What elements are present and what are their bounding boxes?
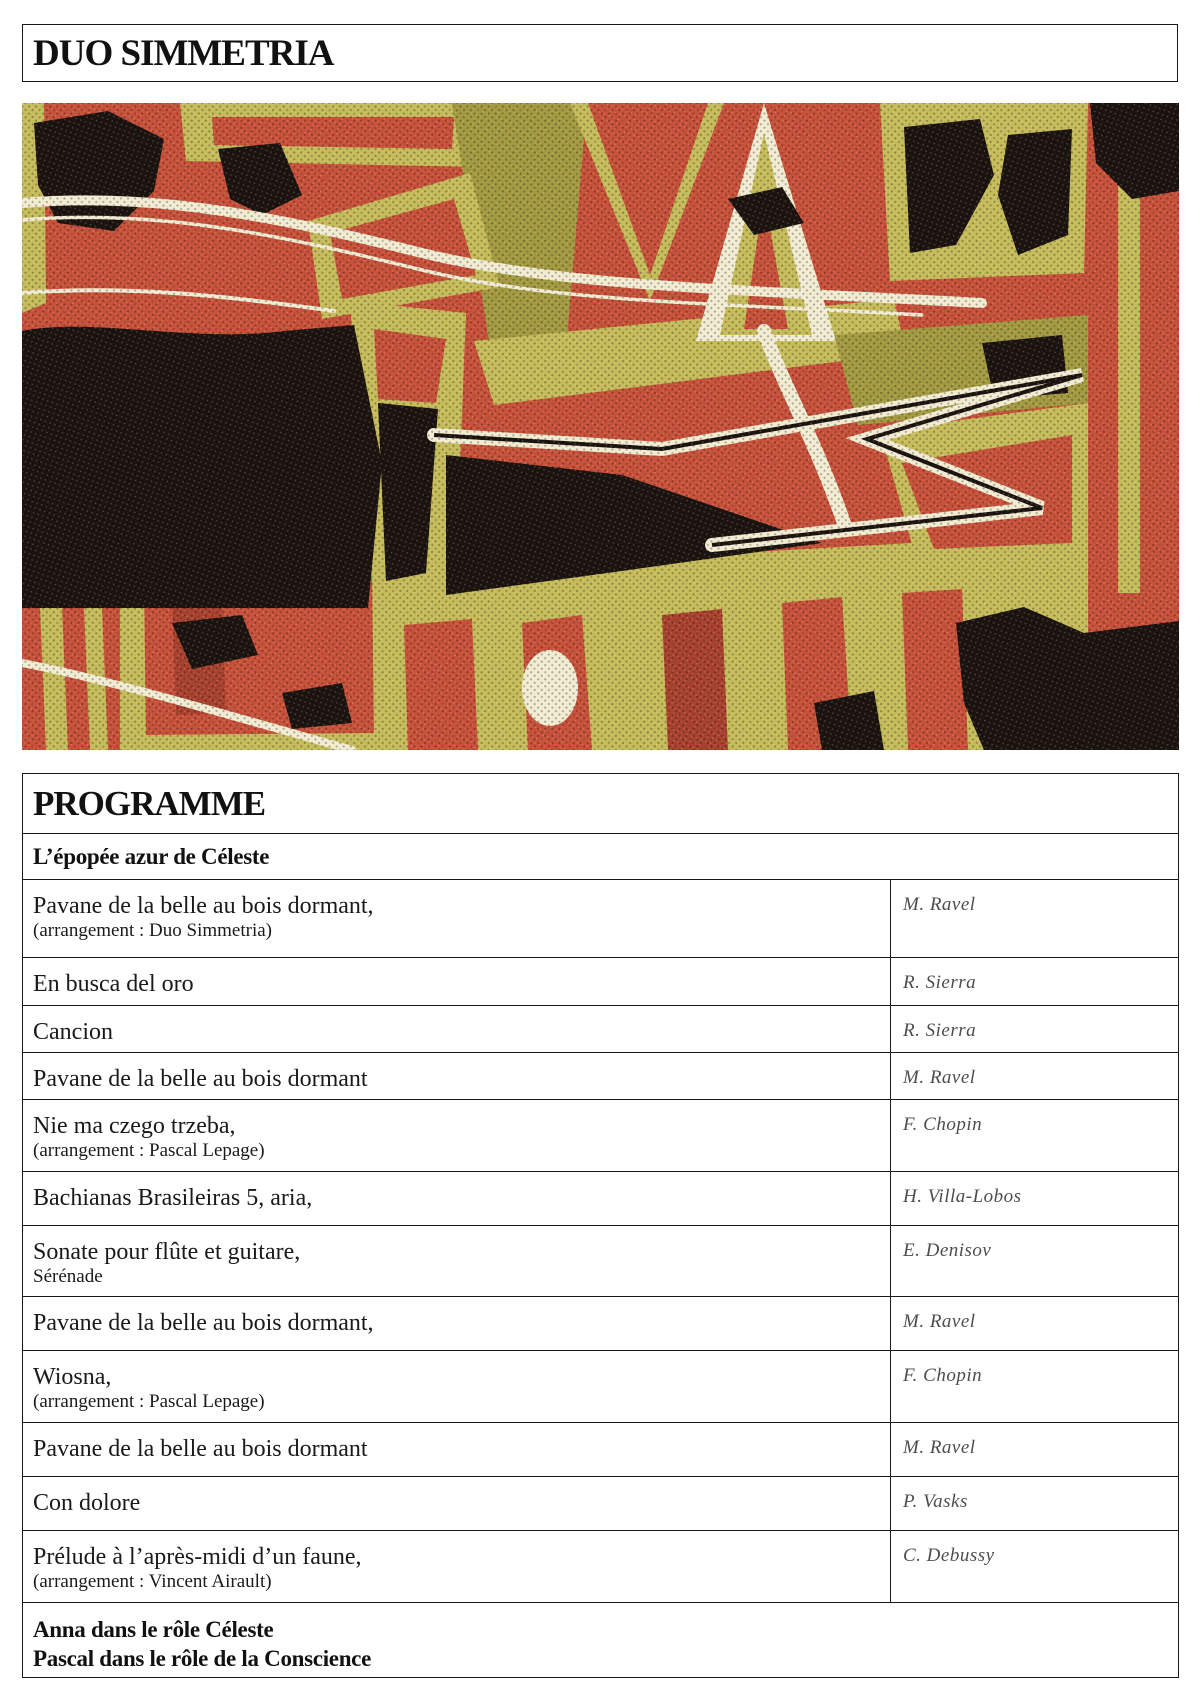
header-box [22,24,1178,82]
composer-cell [891,1351,1178,1422]
piece-title: Pavane de la belle au bois dormant [33,1066,368,1092]
programme-subtitle: L’épopée azur de Céleste [33,844,270,869]
piece-cell [23,1006,891,1052]
piece-title: Nie ma czego trzeba, [33,1113,236,1139]
composer-name: P. Vasks [903,1491,968,1512]
programme-row [23,1226,1178,1297]
piece-title: En busca del oro [33,971,194,997]
programme-row [23,1172,1178,1226]
composer-cell [891,1297,1178,1350]
composer-cell [891,1006,1178,1052]
piece-note: (arrangement : Pascal Lepage) [33,1140,265,1161]
programme-row [23,1053,1178,1100]
composer-name: R. Sierra [903,972,977,993]
programme-row [23,1297,1178,1351]
piece-note: Sérénade [33,1266,103,1287]
composer-name: R. Sierra [903,1020,977,1041]
programme-row [23,1351,1178,1423]
composer-cell [891,1531,1178,1602]
composer-name: M. Ravel [903,1437,976,1458]
programme-row [23,1477,1178,1531]
programme-heading: PROGRAMME [33,784,266,823]
piece-title: Bachianas Brasileiras 5, aria, [33,1185,313,1211]
piece-note: (arrangement : Duo Simmetria) [33,920,273,941]
piece-cell [23,880,891,957]
piece-title: Pavane de la belle au bois dormant, [33,893,374,919]
composer-cell [891,1100,1178,1171]
piece-cell [23,1351,891,1422]
composer-name: E. Denisov [903,1240,992,1261]
piece-cell [23,1297,891,1350]
piece-title: Pavane de la belle au bois dormant, [33,1310,374,1336]
piece-title: Prélude à l’après-midi d’un faune, [33,1544,362,1570]
composer-cell [891,1226,1178,1296]
composer-name: F. Chopin [903,1114,983,1135]
programme-row [23,1423,1178,1477]
piece-title: Wiosna, [33,1364,112,1390]
programme-row [23,1006,1178,1053]
composer-name: M. Ravel [903,1311,976,1332]
programme-row [23,1100,1178,1172]
piece-title: Cancion [33,1019,113,1045]
composer-name: C. Debussy [903,1545,995,1566]
piece-title: Pavane de la belle au bois dormant [33,1436,368,1462]
programme-table [22,773,1179,1678]
composer-cell [891,1053,1178,1099]
composer-cell [891,1423,1178,1476]
piece-note: (arrangement : Vincent Airault) [33,1571,272,1592]
piece-cell [23,1531,891,1602]
composer-name: M. Ravel [903,1067,976,1088]
piece-cell [23,1477,891,1530]
composer-name: F. Chopin [903,1365,983,1386]
page-title: DUO SIMMETRIA [33,32,334,74]
cast-line: Anna dans le rôle Céleste [33,1617,274,1642]
cast-line: Pascal dans le rôle de la Conscience [33,1646,371,1671]
composer-cell [891,1477,1178,1530]
cover-artwork [22,103,1179,750]
composer-cell [891,880,1178,957]
piece-cell [23,1100,891,1171]
composer-name: M. Ravel [903,894,976,915]
composer-cell [891,958,1178,1005]
piece-cell [23,1423,891,1476]
cover-image [22,103,1179,750]
programme-row [23,880,1178,958]
programme-row [23,1531,1178,1603]
programme-heading-row [23,774,1178,834]
piece-cell [23,1053,891,1099]
piece-note: (arrangement : Pascal Lepage) [33,1391,265,1412]
piece-title: Sonate pour flûte et guitare, [33,1239,301,1265]
programme-subtitle-row [23,834,1178,880]
cast-row [23,1603,1178,1677]
composer-name: H. Villa-Lobos [903,1186,1022,1207]
piece-cell [23,1172,891,1225]
programme-row [23,958,1178,1006]
composer-cell [891,1172,1178,1225]
piece-title: Con dolore [33,1490,141,1516]
halftone-highlight [22,103,1179,750]
piece-cell [23,1226,891,1296]
piece-cell [23,958,891,1005]
